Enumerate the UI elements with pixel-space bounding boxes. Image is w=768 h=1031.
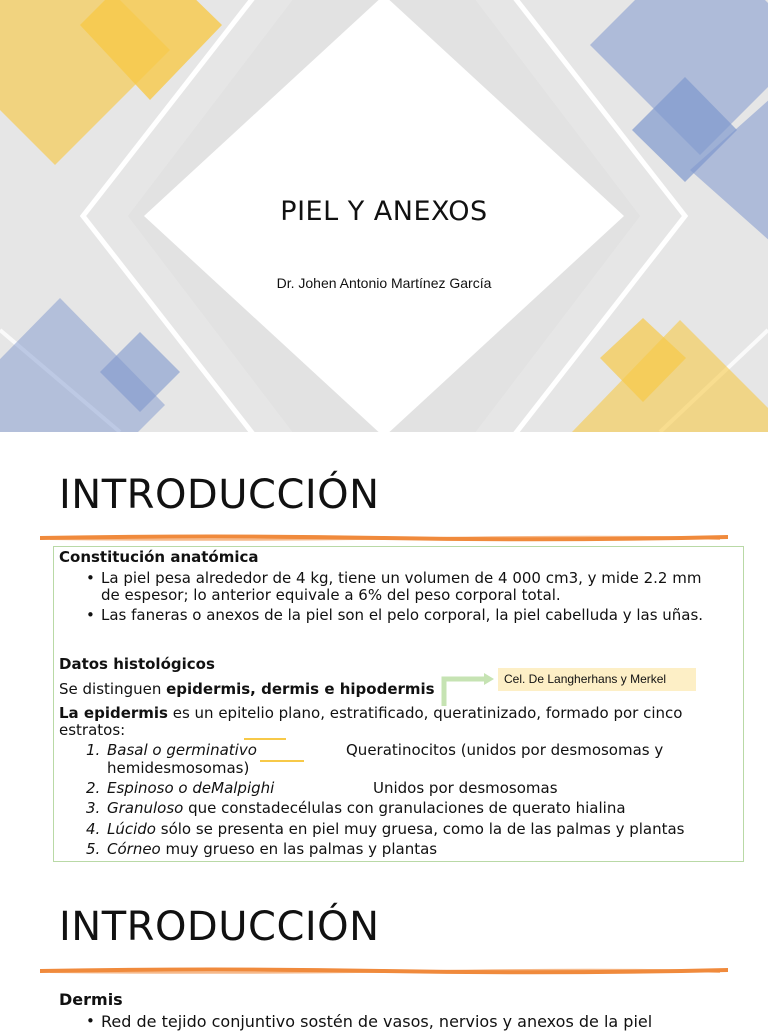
epidermis-line2: estratos: [59,721,126,739]
bullet-dot: • [86,606,95,624]
stratum-desc: hemidesmosomas) [107,759,250,777]
arrow-icon [436,670,496,708]
list-number: 4. [86,820,101,838]
stratum-desc: sólo se presenta en piel muy gruesa, como la de las palmas y plantas [155,820,685,838]
presentation-title: PIEL Y ANEXOS [280,196,488,227]
distinguish-prefix: Se distinguen [59,680,167,698]
epidermis-rest: es un epitelio plano, estratificado, queratinizado, formado por cinco [167,704,683,722]
presentation-author: Dr. Johen Antonio Martínez García [276,275,492,291]
callout-note: Cel. De Langherhans y Merkel [498,668,696,691]
stratum-name: Lúcido [107,820,156,838]
stratum-name: Granuloso [107,799,184,817]
bullet-text: Red de tejido conjuntivo sostén de vasos, nervios y anexos de la piel [101,1012,653,1031]
list-number: 1. [86,741,101,759]
stratum-desc: Unidos por desmosomas [373,779,558,797]
section-heading-anatomica: Constitución anatómica [59,548,259,566]
section-heading-histologicos: Datos histológicos [59,655,215,673]
stratum-name: Basal o germinativo [107,741,257,759]
title-underline [40,967,728,975]
highlight-marks [240,737,310,767]
distinguish-bold: epidermis, dermis e hipodermis [166,680,435,698]
stratum-desc: que constadecélulas con granulaciones de querato hialina [183,799,626,817]
list-number: 2. [86,779,101,797]
stratum-name: Córneo [107,840,161,858]
stratum-line [107,800,626,817]
epidermis-line [59,705,682,722]
title-slide[interactable] [0,0,768,432]
bullet-text: La piel pesa alrededor de 4 kg, tiene un volumen de 4 000 cm3, y mide 2.2 mm [101,569,702,587]
slide-title: INTRODUCCIÓN [59,904,380,950]
slide-title: INTRODUCCIÓN [59,472,380,518]
bullet-text: Las faneras o anexos de la piel son el pelo corporal, la piel cabelluda y las uñas. [101,606,704,624]
stratum-desc: Queratinocitos (unidos por desmosomas y [346,741,664,759]
epidermis-bold: La epidermis [59,704,168,722]
list-number: 5. [86,840,101,858]
list-number: 3. [86,799,101,817]
section-heading-dermis: Dermis [59,990,123,1009]
bullet-dot: • [86,1012,95,1030]
bullet-text: de espesor; lo anterior equivale a 6% del peso corporal total. [101,586,561,604]
bullet-dot: • [86,569,95,587]
title-underline [40,534,728,542]
yellow-square [572,320,768,432]
stratum-line [107,821,685,838]
stratum-desc: muy grueso en las palmas y plantas [160,840,438,858]
distinguish-line [59,681,435,698]
stratum-name: Espinoso o deMalpighi [107,779,275,797]
stratum-line [107,841,437,858]
